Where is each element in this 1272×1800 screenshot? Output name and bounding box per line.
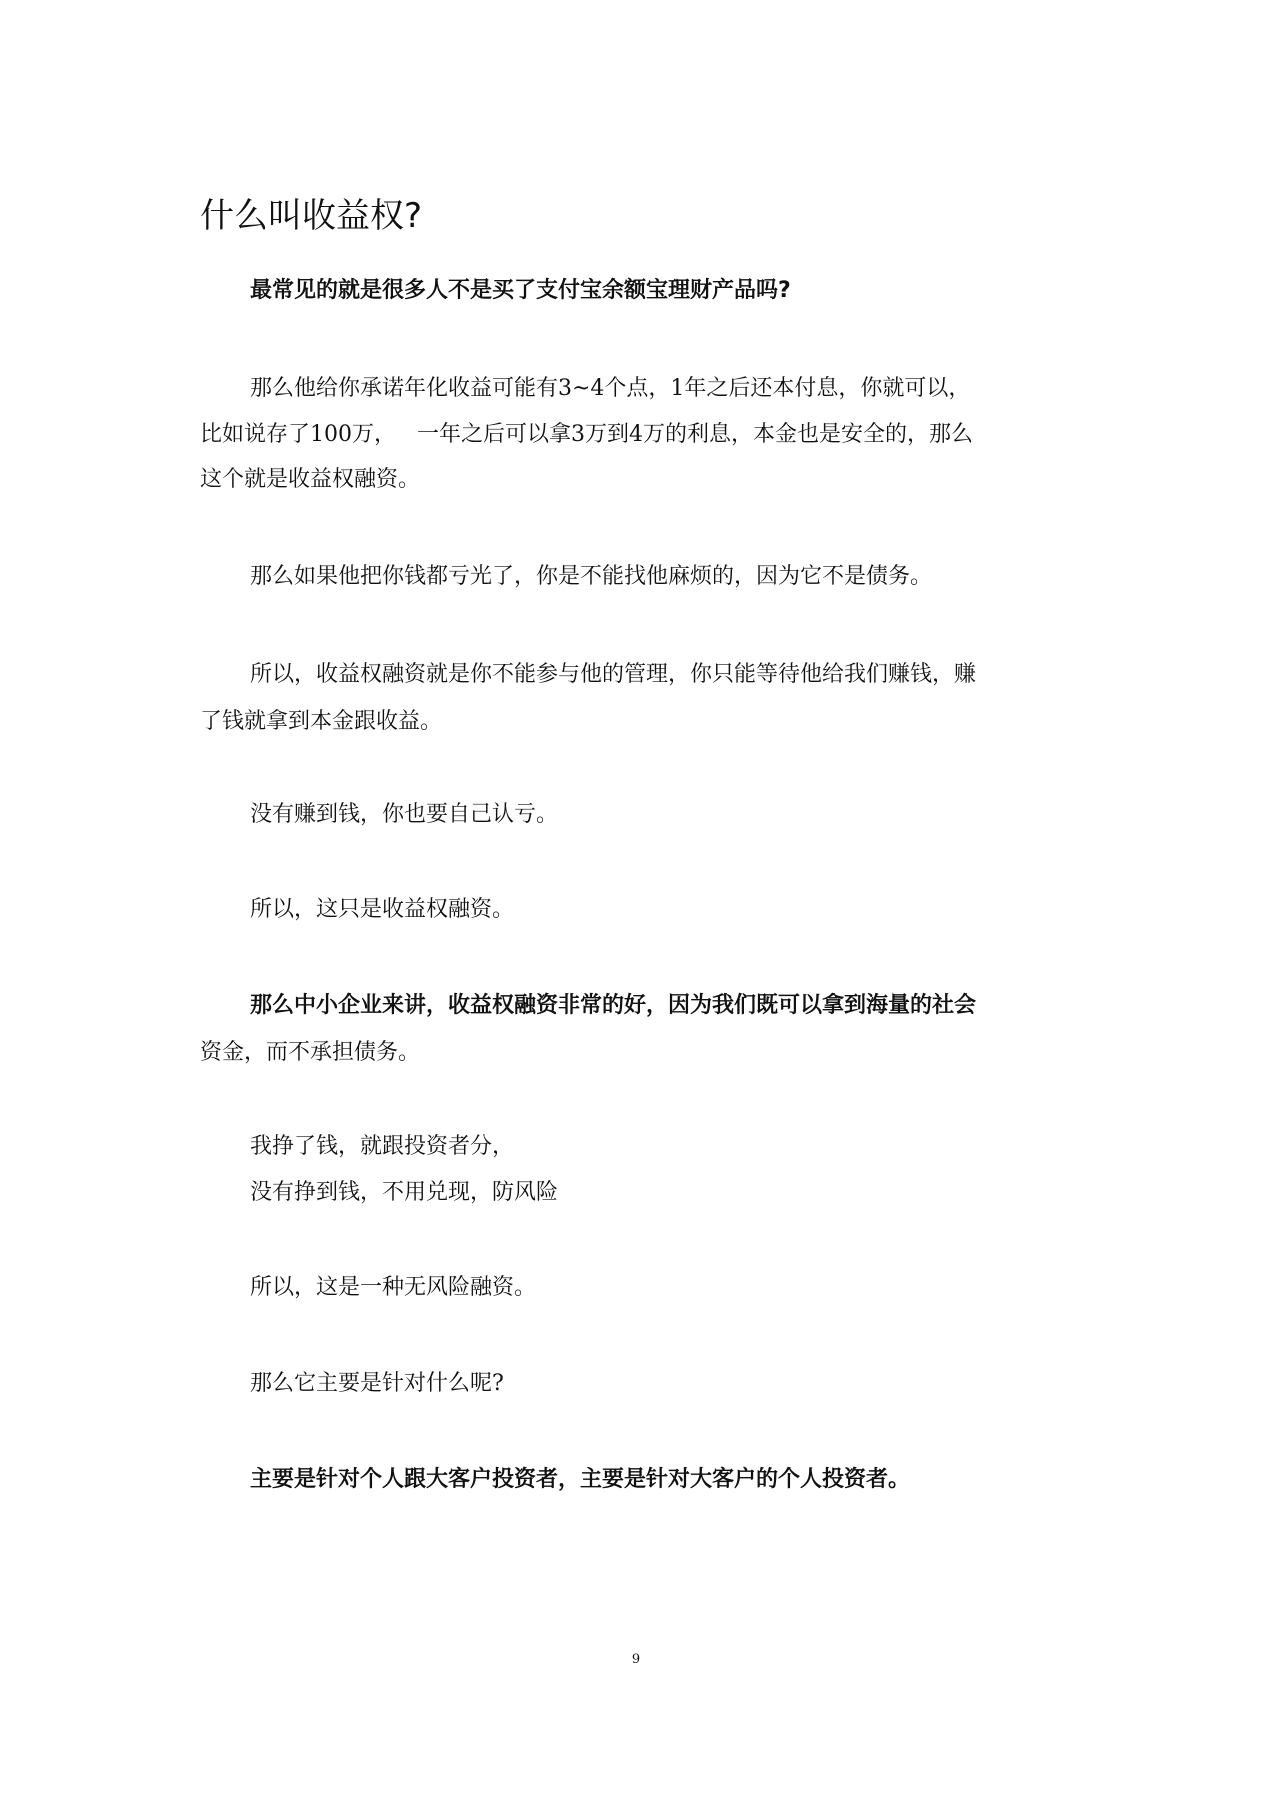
paragraph-line: 没有挣到钱，不用兑现，防风险 bbox=[250, 1180, 559, 1205]
paragraph-line: 最常见的就是很多人不是买了支付宝余额宝理财产品吗? bbox=[250, 278, 791, 303]
paragraph-line: 那么如果他把你钱都亏光了，你是不能找他麻烦的，因为它不是债务。 bbox=[250, 564, 933, 589]
paragraph-line: 所以，这是一种无风险融资。 bbox=[250, 1275, 537, 1300]
paragraph-line: 比如说存了100万， 一年之后可以拿3万到4万的利息，本金也是安全的，那么 bbox=[200, 422, 973, 447]
paragraph-line: 了钱就拿到本金跟收益。 bbox=[200, 709, 443, 734]
paragraph-line: 那么中小企业来讲，收益权融资非常的好，因为我们既可以拿到海量的社会 bbox=[250, 993, 977, 1018]
paragraph-line: 没有赚到钱，你也要自己认亏。 bbox=[250, 802, 559, 827]
page-number: 9 bbox=[631, 1652, 641, 1667]
paragraph-line: 这个就是收益权融资。 bbox=[200, 467, 421, 492]
paragraph-line: 所以，收益权融资就是你不能参与他的管理，你只能等待他给我们赚钱，赚 bbox=[250, 662, 977, 687]
paragraph-line: 那么他给你承诺年化收益可能有3~4个点，1年之后还本付息，你就可以， bbox=[250, 376, 971, 401]
page-title: 什么叫收益权? bbox=[200, 196, 423, 236]
paragraph-line: 我挣了钱，就跟投资者分， bbox=[250, 1134, 515, 1159]
paragraph-line: 所以，这只是收益权融资。 bbox=[250, 897, 515, 922]
paragraph-line: 那么它主要是针对什么呢? bbox=[250, 1371, 504, 1396]
paragraph-line: 主要是针对个人跟大客户投资者，主要是针对大客户的个人投资者。 bbox=[250, 1467, 911, 1492]
paragraph-line: 资金，而不承担债务。 bbox=[200, 1040, 421, 1065]
